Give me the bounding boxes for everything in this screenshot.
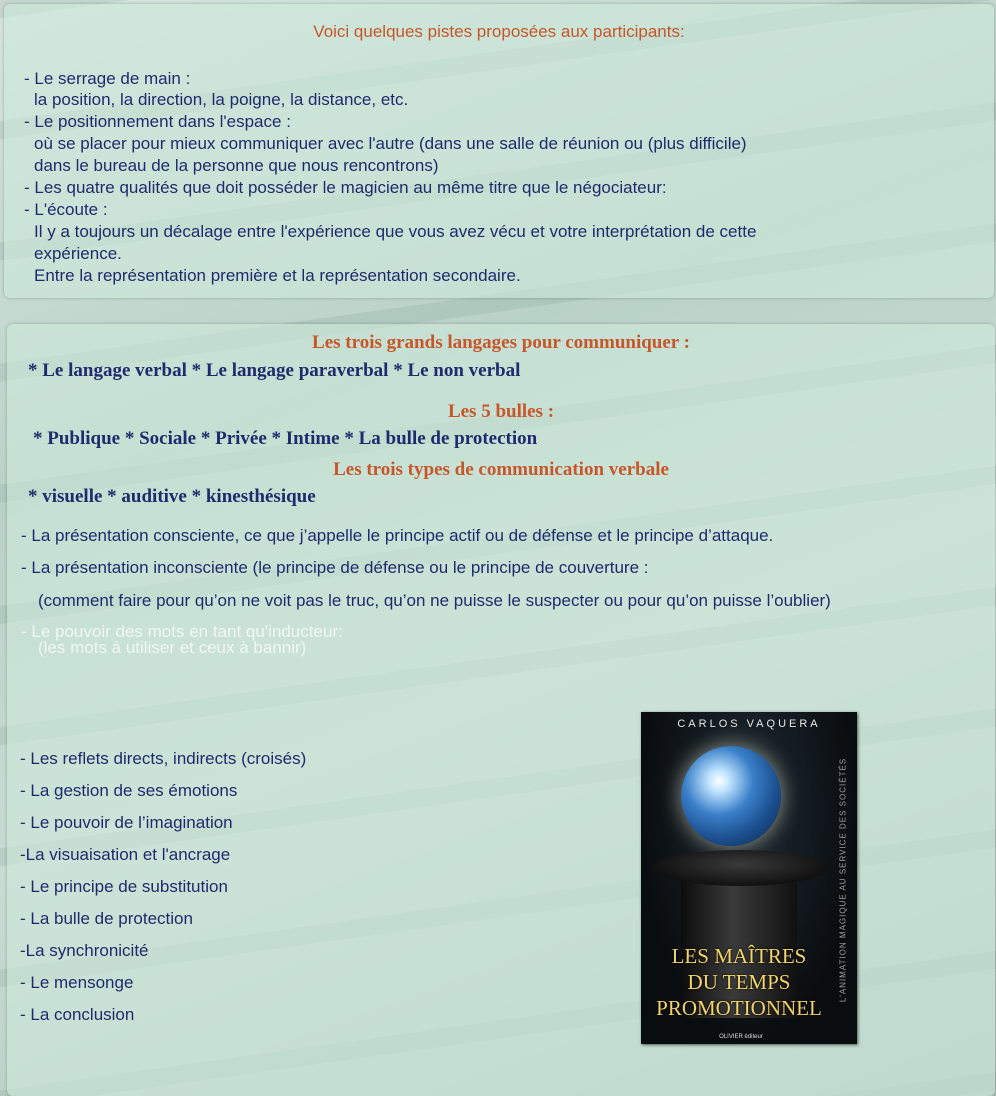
book-title-line: DU TEMPS	[687, 970, 791, 994]
list-item: - Le principe de substitution	[20, 877, 228, 896]
intro-panel	[4, 4, 994, 298]
intro-line: dans le bureau de la personne que nous rencontrons)	[34, 156, 439, 175]
intro-line: - Le positionnement dans l'espace :	[24, 112, 291, 131]
list-item: - Le pouvoir de l’imagination	[20, 813, 233, 832]
heading-types: Les trois types de communication verbale	[333, 459, 669, 480]
intro-line: Il y a toujours un décalage entre l'expérience que vous avez vécu et votre interprétation de cette	[34, 222, 757, 241]
presentation-inconsciente: - La présentation inconsciente (le principe de défense ou le principe de couverture :	[21, 558, 649, 577]
intro-line: - Le serrage de main :	[24, 69, 191, 88]
book-spine-text: L'ANIMATION MAGIQUE AU SERVICE DES SOCIÉTÉS	[838, 757, 848, 1003]
list-item: - La bulle de protection	[20, 909, 193, 928]
pouvoir-mots: - Le pouvoir des mots en tant qu'inducteur:	[21, 622, 343, 641]
book-title-line: LES MAÎTRES	[671, 944, 807, 968]
intro-line: - Les quatre qualités que doit posséder le magicien au même titre que le négociateur:	[24, 178, 667, 197]
book-spine	[835, 740, 851, 1020]
intro-line: Entre la représentation première et la représentation secondaire.	[34, 266, 521, 285]
presentation-inconsciente-detail: (comment faire pour qu’on ne voit pas le truc, qu’on ne puisse le suspecter ou pour qu’on puisse l’oublier)	[38, 591, 831, 610]
types-list: * visuelle * auditive * kinesthésique	[28, 486, 316, 507]
heading-langages: Les trois grands langages pour communiquer :	[312, 332, 690, 353]
presentation-consciente: - La présentation consciente, ce que j’appelle le principe actif ou de défense et le principe d’attaque.	[21, 526, 774, 545]
pouvoir-mots-detail: (les mots à utiliser et ceux à bannir)	[38, 638, 307, 657]
list-item: - La conclusion	[20, 1005, 135, 1024]
top-hat-brim	[653, 850, 829, 886]
bulles-list: * Publique * Sociale * Privée * Intime * La bulle de protection	[33, 428, 538, 449]
intro-line: où se placer pour mieux communiquer avec l'autre (dans une salle de réunion ou (plus difficile)	[34, 134, 747, 153]
intro-title: Voici quelques pistes proposées aux participants:	[313, 22, 685, 41]
book-publisher: OLIVIER éditeur	[719, 1034, 763, 1040]
list-item: -La visuaisation et l'ancrage	[20, 845, 231, 864]
book-author: CARLOS VAQUERA	[677, 718, 821, 730]
list-item: -La synchronicité	[20, 941, 149, 960]
intro-line: la position, la direction, la poigne, la distance, etc.	[34, 90, 409, 109]
heading-bulles: Les 5 bulles :	[447, 401, 555, 422]
list-item: - La gestion de ses émotions	[20, 781, 238, 800]
langages-list: * Le langage verbal * Le langage paraverbal * Le non verbal	[28, 360, 521, 381]
book-cover-image	[641, 712, 857, 1044]
intro-line: - L'écoute :	[24, 200, 108, 219]
content-panel	[7, 324, 995, 1096]
list-item: - Le mensonge	[20, 973, 134, 992]
globe-icon	[681, 746, 781, 846]
book-title-line: PROMOTIONNEL	[656, 996, 822, 1020]
intro-line: expérience.	[34, 244, 122, 263]
list-item: - Les reflets directs, indirects (croisés)	[20, 749, 307, 768]
